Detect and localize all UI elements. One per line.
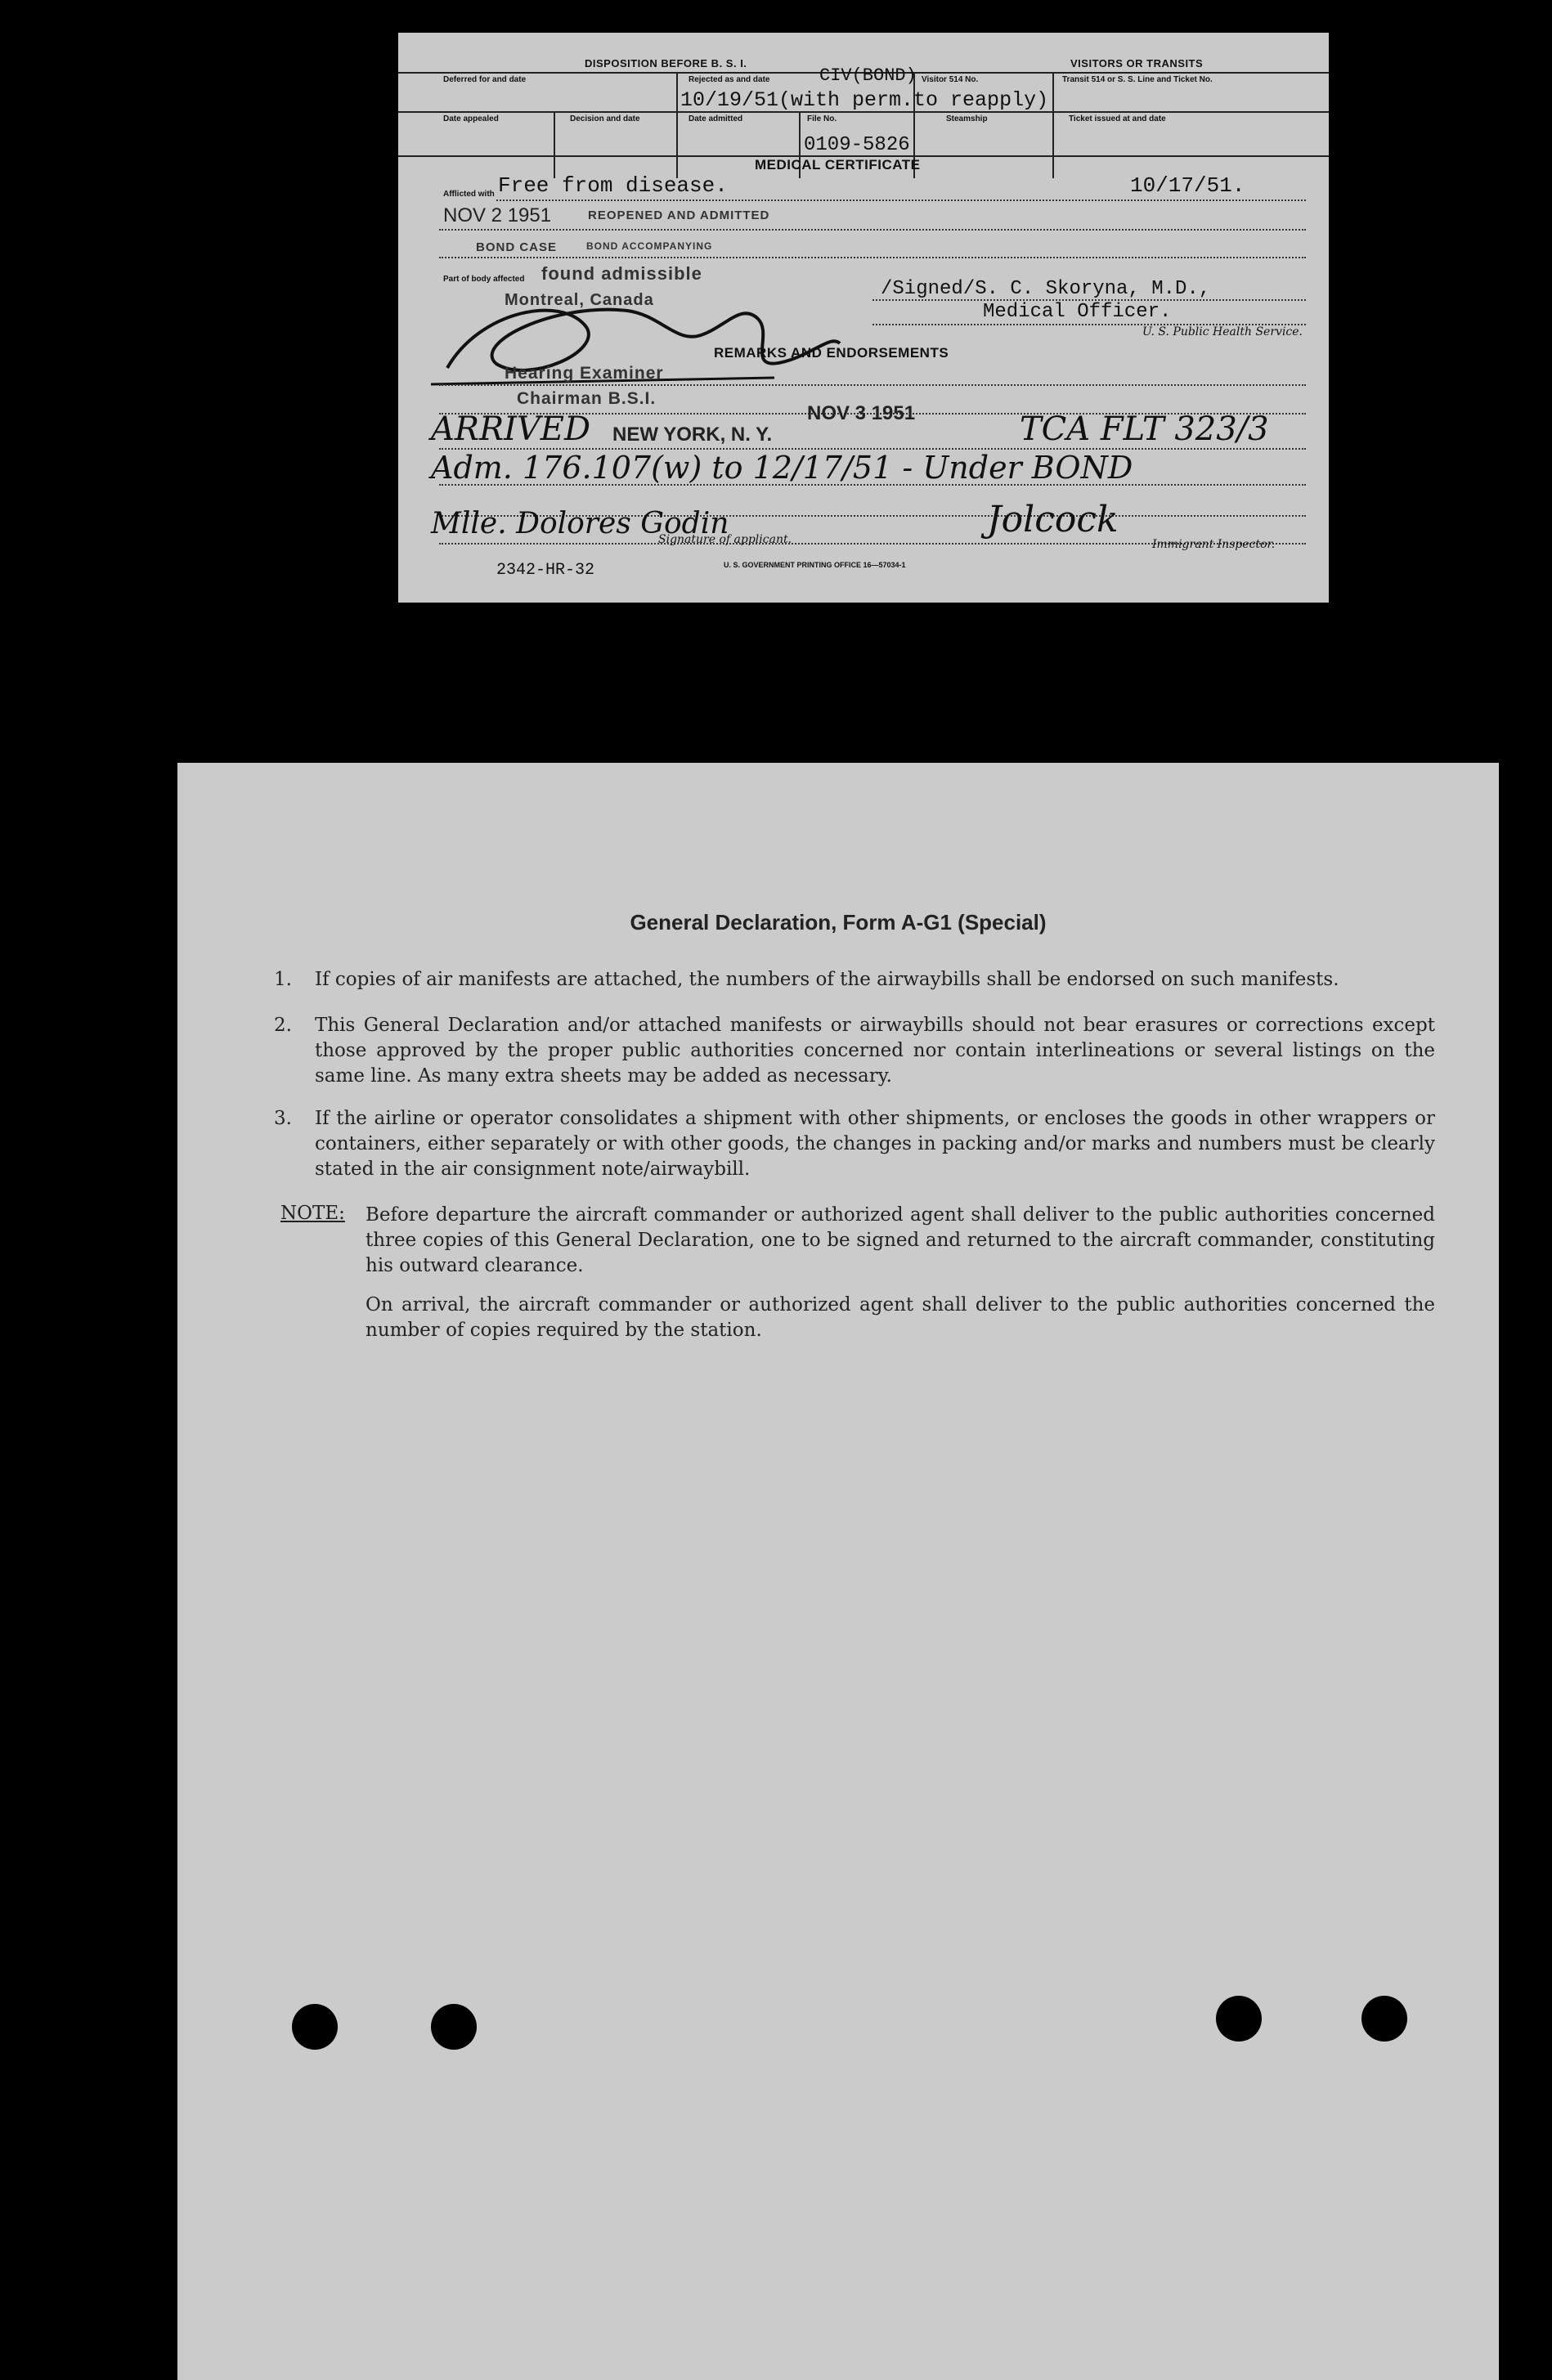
item-text: If the airline or operator consolidates a shipment with other shipments, or encloses the goods in other wrappers or containers, either separately or with other goods, the changes in packing and/or marks and numbers must be clearly stated in the air consignment note/airwaybill. [315, 1108, 1435, 1180]
bond-accompanying: BOND ACCOMPANYING [586, 240, 713, 252]
arrived-date: NOV 3 1951 [807, 402, 916, 424]
arrived-stamp: NEW YORK, N. Y. [612, 424, 773, 446]
remarks-header: REMARKS AND ENDORSEMENTS [714, 345, 949, 361]
note-paragraph: Before departure the aircraft commander or authorized agent shall deliver to the public authorities concerned three copies of this General Declaration, one to be signed and returned to the aircraft commander, constituting his outward clearance. [366, 1204, 1435, 1276]
list-item [274, 1013, 1435, 1089]
hearing-examiner: Hearing Examiner [505, 364, 664, 383]
rejected-value: CIV(BOND) [819, 65, 917, 86]
immigration-card [398, 33, 1329, 603]
rejected-date: 10/19/51(with perm.to reapply) [680, 88, 1049, 112]
file-number: 0109-5826 [804, 134, 910, 156]
visitor-label: Visitor 514 No. [922, 75, 979, 84]
signature-applicant-label: Signature of applicant. [658, 533, 792, 546]
bond-case: BOND CASE [476, 240, 558, 254]
item-text: If copies of air manifests are attached, the numbers of the airwaybills shall be endorsed on such manifests. [315, 969, 1339, 990]
montreal-stamp: Montreal, Canada [505, 291, 654, 309]
reopened-text: REOPENED AND ADMITTED [588, 208, 770, 222]
phs-caption: U. S. Public Health Service. [1142, 325, 1303, 338]
medical-certificate-header: MEDICAL CERTIFICATE [755, 157, 921, 173]
afflicted-label: Afflicted with [443, 190, 495, 199]
afflicted-value: Free from disease. [498, 173, 728, 198]
punch-hole [1216, 1996, 1262, 2042]
note-label: NOTE: [280, 1203, 345, 1224]
item-text: This General Declaration and/or attached manifests or airwaybills should not bear erasures or corrections except those approved by the proper public authorities concerned nor contain interlineations or several listings on the same line. As many extra sheets may be added as necessary. [315, 1015, 1435, 1087]
found-admissible: found admissible [541, 263, 702, 284]
item-number: 2. [274, 1015, 292, 1036]
gpo-line: U. S. GOVERNMENT PRINTING OFFICE 16—57034-1 [724, 561, 906, 569]
list-item [274, 967, 1435, 993]
steamship-label: Steamship [946, 114, 988, 123]
decision-label: Decision and date [570, 114, 640, 123]
visitors-header: VISITORS OR TRANSITS [1070, 57, 1204, 69]
immigrant-inspector-label: Immigrant Inspector. [1152, 538, 1276, 551]
rejected-label: Rejected as and date [689, 75, 770, 84]
punch-hole [431, 2004, 477, 2050]
transit-label: Transit 514 or S. S. Line and Ticket No. [1062, 75, 1213, 84]
item-number: 3. [274, 1108, 292, 1129]
part-of-body-label: Part of body affected [443, 275, 525, 284]
punch-hole [1361, 1996, 1407, 2042]
inspector-signature: Jolcock [987, 499, 1119, 540]
note-paragraph: On arrival, the aircraft commander or authorized agent shall deliver to the public authorities concerned the number of copies required by the station. [366, 1294, 1435, 1341]
signed-line-1: /Signed/S. C. Skoryna, M.D., [881, 278, 1211, 300]
chairman-bsi: Chairman B.S.I. [517, 389, 657, 408]
declaration-title: General Declaration, Form A-G1 (Special) [630, 910, 1047, 935]
list-item [274, 1106, 1435, 1182]
admission-handwriting: Adm. 176.107(w) to 12/17/51 - Under BOND [431, 450, 1133, 486]
general-declaration-sheet [177, 763, 1499, 2380]
file-no-label: File No. [807, 114, 837, 123]
item-number: 1. [274, 969, 292, 990]
flight-handwriting: TCA FLT 323/3 [1020, 410, 1269, 448]
punch-hole [292, 2004, 338, 2050]
medical-date: 10/17/51. [1130, 173, 1245, 198]
signed-line-2: Medical Officer. [983, 301, 1172, 323]
date-admitted-label: Date admitted [689, 114, 743, 123]
arrived-handwriting: ARRIVED [431, 410, 591, 448]
disposition-header: DISPOSITION BEFORE B. S. I. [585, 57, 747, 69]
ticket-label: Ticket issued at and date [1069, 114, 1166, 123]
reopened-date: NOV 2 1951 [443, 204, 552, 226]
deferred-label: Deferred for and date [443, 75, 527, 84]
form-number: 2342-HR-32 [496, 561, 595, 580]
applicant-signature: Mlle. Dolores Godin [431, 507, 729, 540]
date-appealed-label: Date appealed [443, 114, 499, 123]
